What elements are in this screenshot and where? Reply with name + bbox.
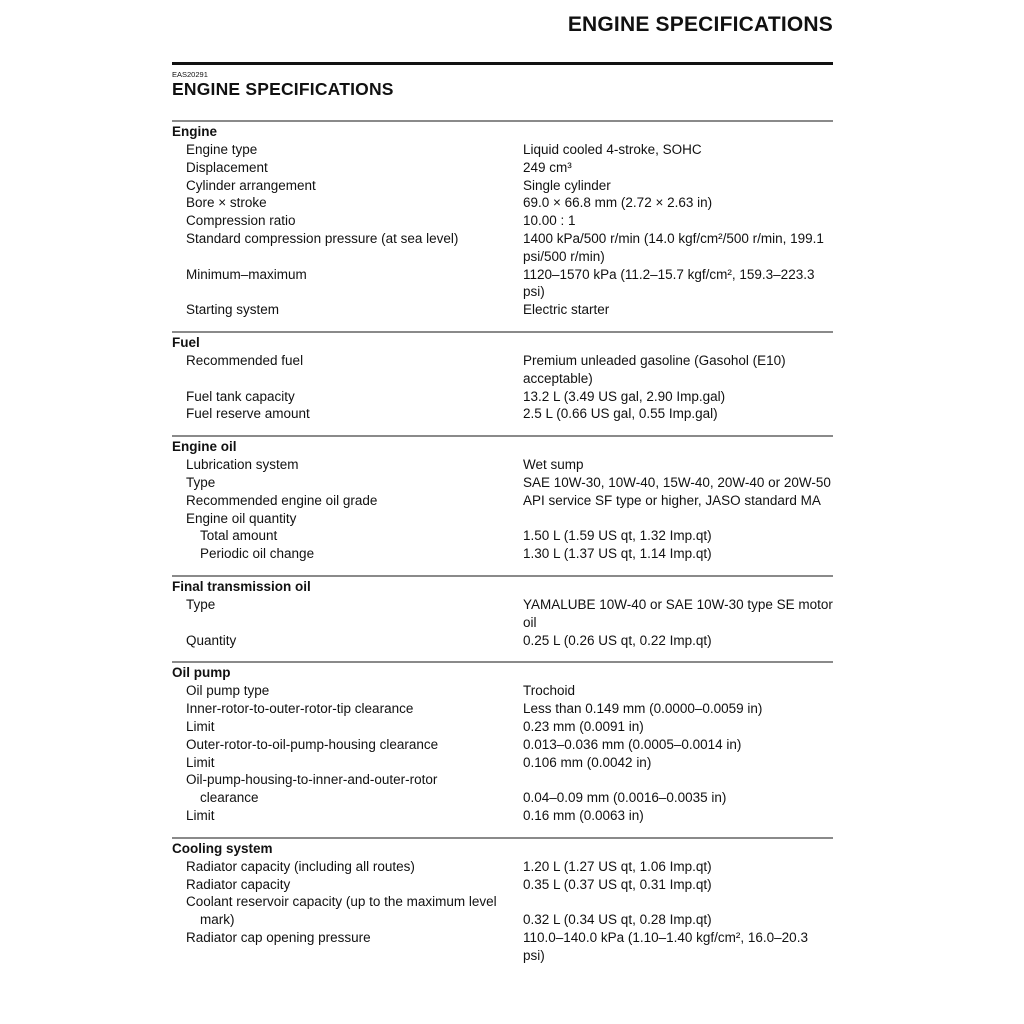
spec-value: 69.0 × 66.8 mm (2.72 × 2.63 in): [523, 195, 713, 211]
spec-value: 249 cm³: [523, 159, 572, 175]
spec-label: mark): [200, 912, 235, 928]
spec-value: 1120–1570 kPa (11.2–15.7 kgf/cm², 159.3–223.3 psi): [523, 266, 815, 300]
spec-row: [172, 266, 833, 302]
header-divider: [172, 62, 833, 65]
spec-row: [172, 754, 833, 772]
spec-value: Trochoid: [523, 683, 576, 699]
spec-value: 0.106 mm (0.0042 in): [523, 754, 652, 770]
page-title: ENGINE SPECIFICATIONS: [172, 79, 394, 99]
spec-value: 0.25 L (0.26 US qt, 0.22 Imp.qt): [523, 632, 712, 648]
spec-row: [172, 789, 833, 807]
spec-label: Minimum–maximum: [186, 266, 307, 282]
spec-label: Inner-rotor-to-outer-rotor-tip clearance: [186, 701, 414, 717]
spec-row: [172, 893, 833, 911]
spec-value: YAMALUBE 10W-40 or SAE 10W-30 type SE motor oil: [523, 596, 833, 630]
spec-section: [172, 331, 833, 435]
spec-label: Lubrication system: [186, 457, 299, 473]
spec-row: [172, 177, 833, 195]
spec-row: [172, 736, 833, 754]
spec-value: API service SF type or higher, JASO standard MA: [523, 492, 821, 508]
manual-page: [172, 0, 833, 976]
spec-label: Engine type: [186, 142, 258, 157]
spec-row: [172, 352, 833, 388]
section-rows: [172, 141, 833, 319]
spec-label: Coolant reservoir capacity (up to the maximum level: [186, 894, 497, 910]
spec-section: [172, 120, 833, 331]
spec-label: Bore × stroke: [186, 195, 267, 211]
spec-row: [172, 388, 833, 406]
spec-label: Standard compression pressure (at sea level): [186, 230, 459, 246]
spec-label: Displacement: [186, 159, 268, 175]
spec-label: Quantity: [186, 632, 237, 648]
spec-label: Starting system: [186, 302, 280, 318]
section-rows: [172, 858, 833, 965]
section-title: Oil pump: [172, 665, 231, 681]
spec-row: [172, 301, 833, 319]
section-title: Fuel: [172, 334, 200, 350]
spec-value: 10.00 : 1: [523, 213, 576, 229]
spec-value: 0.013–0.036 mm (0.0005–0.0014 in): [523, 736, 742, 752]
spec-row: [172, 230, 833, 266]
spec-row: [172, 771, 833, 789]
spec-label: Limit: [186, 718, 215, 734]
spec-label: Radiator capacity: [186, 876, 291, 892]
spec-row: [172, 632, 833, 650]
spec-row: [172, 194, 833, 212]
spec-section: [172, 575, 833, 661]
spec-value: 0.23 mm (0.0091 in): [523, 718, 644, 734]
spec-row: [172, 141, 833, 159]
section-title: Final transmission oil: [172, 578, 311, 594]
spec-label: Fuel reserve amount: [186, 406, 310, 422]
spec-label: Engine oil quantity: [186, 510, 297, 526]
spec-label: Periodic oil change: [200, 546, 315, 562]
spec-row: [172, 911, 833, 929]
spec-value: 0.32 L (0.34 US qt, 0.28 Imp.qt): [523, 912, 712, 928]
spec-value: Single cylinder: [523, 177, 611, 193]
spec-row: [172, 700, 833, 718]
spec-row: [172, 858, 833, 876]
spec-row: [172, 596, 833, 632]
spec-section: [172, 435, 833, 575]
spec-value: Electric starter: [523, 302, 610, 318]
spec-label: Limit: [186, 807, 215, 823]
spec-label: Oil pump type: [186, 683, 270, 699]
spec-label: Limit: [186, 754, 215, 770]
section-code: EAS20291: [172, 70, 208, 79]
spec-label: Outer-rotor-to-oil-pump-housing clearance: [186, 736, 439, 752]
section-title: Engine oil: [172, 439, 237, 455]
spec-section: [172, 661, 833, 836]
spec-label: clearance: [200, 790, 259, 806]
spec-row: [172, 929, 833, 965]
spec-row: [172, 474, 833, 492]
section-rows: [172, 596, 833, 649]
spec-label: Recommended engine oil grade: [186, 492, 378, 508]
spec-label: Type: [186, 596, 216, 612]
spec-row: [172, 492, 833, 510]
spec-label: Oil-pump-housing-to-inner-and-outer-rotor: [186, 772, 438, 788]
spec-label: Cylinder arrangement: [186, 177, 316, 193]
spec-label: Fuel tank capacity: [186, 388, 295, 404]
spec-label: Radiator capacity (including all routes): [186, 858, 415, 874]
spec-value: Wet sump: [523, 457, 584, 473]
spec-value: 2.5 L (0.66 US gal, 0.55 Imp.gal): [523, 406, 718, 422]
spec-label: Total amount: [200, 528, 278, 544]
spec-value: 1.20 L (1.27 US qt, 1.06 Imp.qt): [523, 858, 712, 874]
section-title: Cooling system: [172, 840, 273, 856]
spec-value: Liquid cooled 4-stroke, SOHC: [523, 142, 702, 157]
spec-value: Less than 0.149 mm (0.0000–0.0059 in): [523, 701, 763, 717]
spec-row: [172, 718, 833, 736]
spec-row: [172, 682, 833, 700]
spec-section: [172, 837, 833, 977]
running-header-title: ENGINE SPECIFICATIONS: [567, 13, 833, 36]
section-rows: [172, 352, 833, 423]
spec-row: [172, 510, 833, 528]
spec-value: 1.30 L (1.37 US qt, 1.14 Imp.qt): [523, 546, 712, 562]
section-title: Engine: [172, 124, 218, 139]
section-rows: [172, 456, 833, 563]
spec-value: 0.35 L (0.37 US qt, 0.31 Imp.qt): [523, 876, 712, 892]
spec-value: SAE 10W-30, 10W-40, 15W-40, 20W-40 or 20W-50: [523, 474, 831, 490]
spec-row: [172, 876, 833, 894]
spec-value: 1400 kPa/500 r/min (14.0 kgf/cm²/500 r/min, 199.1 psi/500 r/min): [523, 230, 824, 264]
spec-row: [172, 527, 833, 545]
spec-value: 110.0–140.0 kPa (1.10–1.40 kgf/cm², 16.0–20.3 psi): [523, 929, 808, 963]
spec-label: Recommended fuel: [186, 352, 304, 368]
spec-row: [172, 212, 833, 230]
spec-value: 1.50 L (1.59 US qt, 1.32 Imp.qt): [523, 528, 712, 544]
spec-label: Radiator cap opening pressure: [186, 929, 371, 945]
spec-label: Compression ratio: [186, 213, 296, 229]
spec-row: [172, 456, 833, 474]
spec-value: 13.2 L (3.49 US gal, 2.90 Imp.gal): [523, 388, 726, 404]
spec-label: Type: [186, 474, 216, 490]
spec-value: 0.04–0.09 mm (0.0016–0.0035 in): [523, 790, 727, 806]
spec-row: [172, 159, 833, 177]
spec-row: [172, 807, 833, 825]
spec-row: [172, 545, 833, 563]
spec-row: [172, 405, 833, 423]
section-rows: [172, 682, 833, 824]
running-header: [172, 0, 833, 37]
spec-value: 0.16 mm (0.0063 in): [523, 807, 644, 823]
spec-sections: [172, 120, 833, 976]
spec-value: Premium unleaded gasoline (Gasohol (E10) acceptable): [523, 352, 786, 386]
